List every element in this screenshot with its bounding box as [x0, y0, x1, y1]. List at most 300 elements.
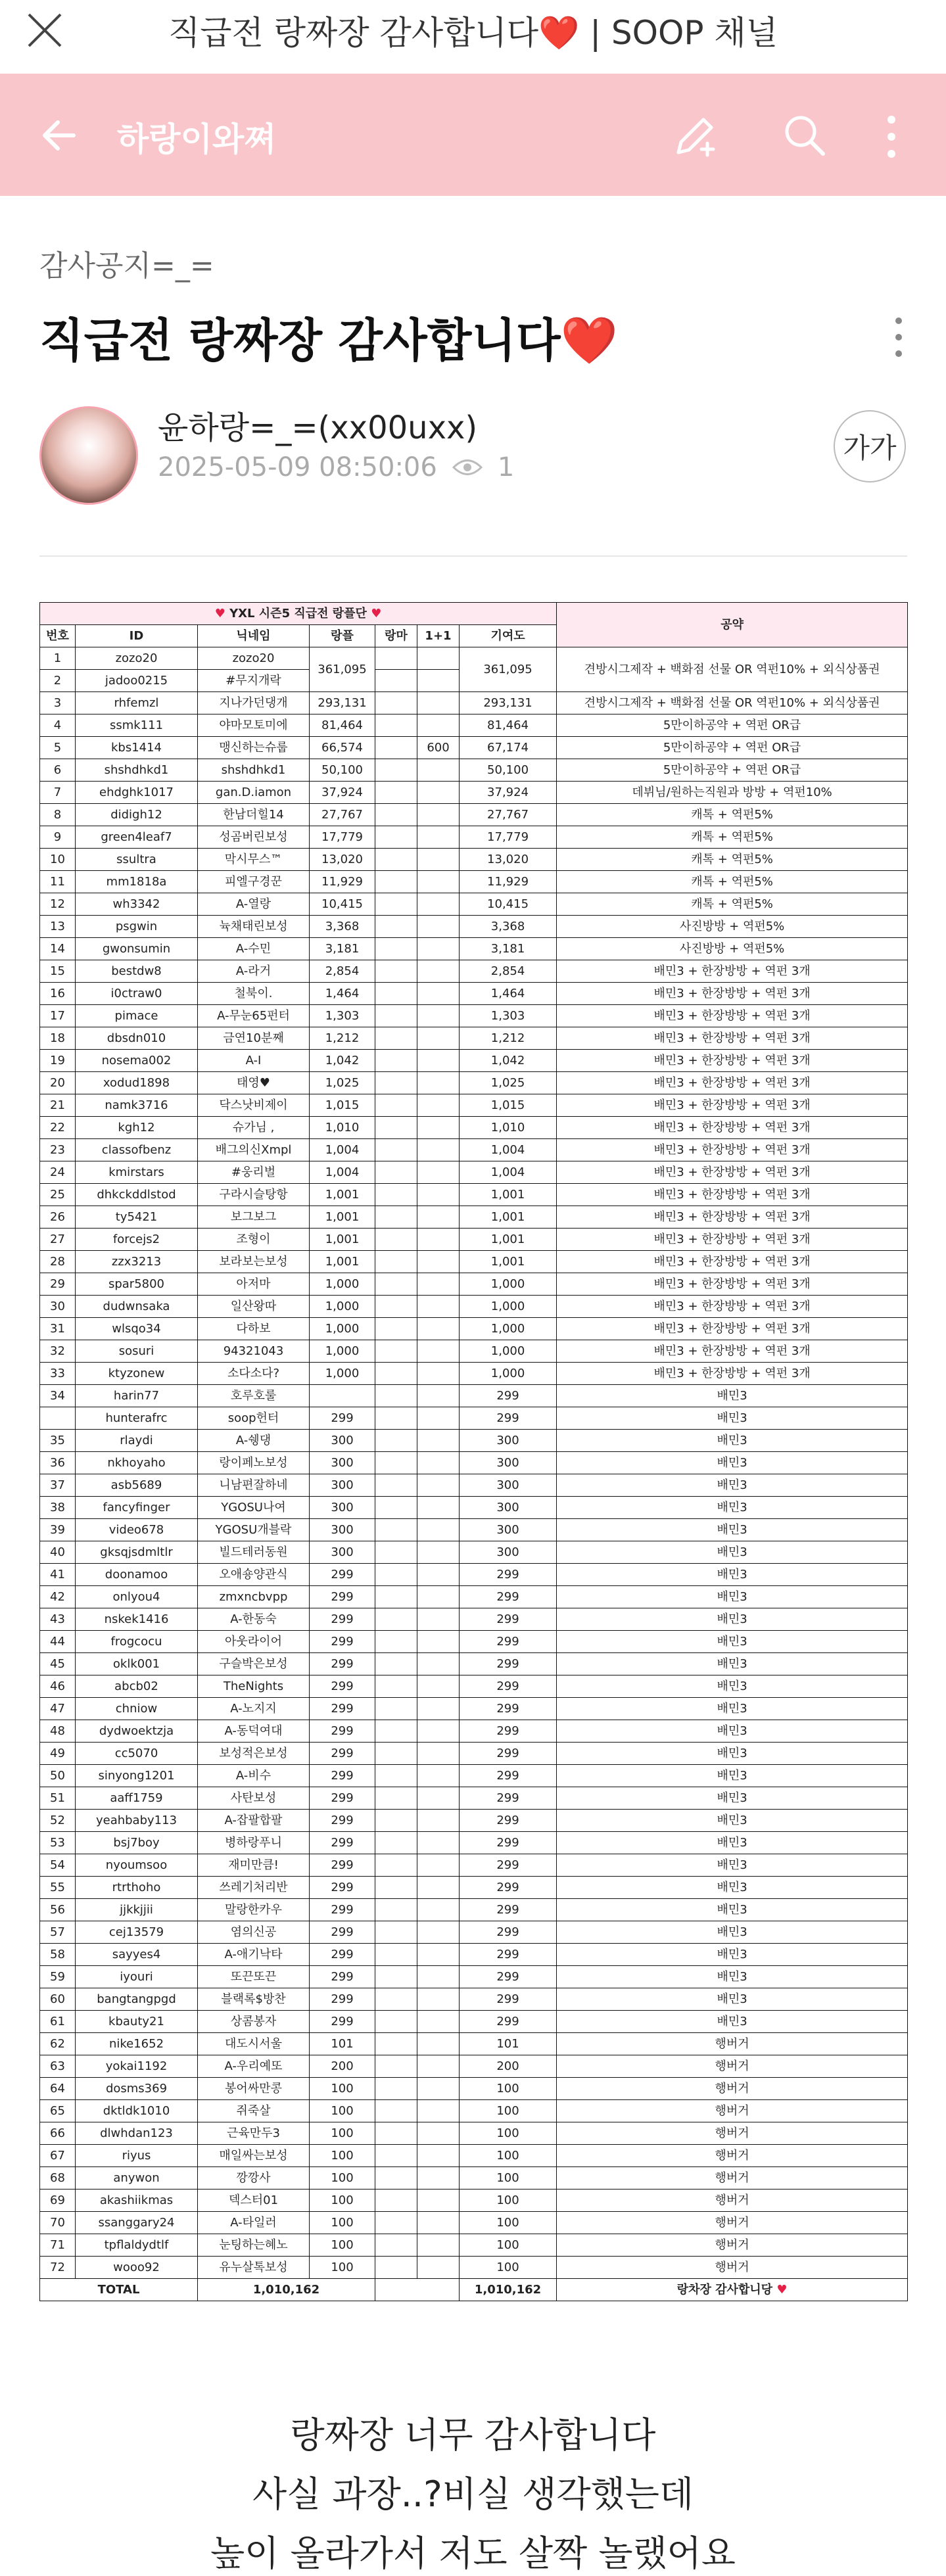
cell-id: nskek1416: [76, 1608, 198, 1631]
cell-rangma: [375, 849, 417, 871]
cell-rangma: [375, 2055, 417, 2078]
table-row: [40, 1675, 908, 1698]
cell-rangple: 1,010: [310, 1117, 375, 1139]
cell-pledge: 배민3: [557, 1407, 908, 1430]
cell-oneplus: [417, 2011, 460, 2033]
cell-nickname: A-노지지: [198, 1698, 310, 1720]
cell-rank: 43: [40, 1608, 76, 1631]
cell-nickname: 구라시슬탕항: [198, 1184, 310, 1206]
search-icon[interactable]: [782, 113, 827, 158]
cell-contrib: 300: [460, 1474, 557, 1497]
cell-id: frogcocu: [76, 1631, 198, 1653]
table-row: [40, 1161, 908, 1184]
cell-contrib: 1,000: [460, 1340, 557, 1363]
cell-oneplus: [417, 1363, 460, 1385]
cell-rank: 28: [40, 1251, 76, 1273]
cell-oneplus: [417, 1810, 460, 1832]
cell-oneplus: [417, 1027, 460, 1050]
cell-nickname: shshdhkd1: [198, 759, 310, 782]
cell-contrib: 100: [460, 2145, 557, 2167]
cell-rank: 3: [40, 692, 76, 714]
cell-rank: 9: [40, 826, 76, 849]
cell-rangma: [375, 1318, 417, 1340]
cell-nickname: 야마모토미에: [198, 714, 310, 737]
cell-pledge: 배민3: [557, 1452, 908, 1474]
cell-id: sayyes4: [76, 1944, 198, 1966]
cell-pledge: 배민3 + 한장방방 + 역펀 3개: [557, 983, 908, 1005]
post-more-icon[interactable]: [889, 314, 909, 360]
cell-id: tpflaldydtlf: [76, 2234, 198, 2257]
cell-rank: 44: [40, 1631, 76, 1653]
cell-rangple: 299: [310, 1966, 375, 1988]
cell-contrib: 100: [460, 2122, 557, 2145]
cell-rank: 72: [40, 2257, 76, 2279]
cell-id: dudwnsaka: [76, 1296, 198, 1318]
cell-nickname: A-무눈65펀터: [198, 1005, 310, 1027]
cell-id: wh3342: [76, 893, 198, 916]
cell-nickname: 봉어싸만콩: [198, 2078, 310, 2100]
cell-rangple: 37,924: [310, 782, 375, 804]
cell-nickname: 다하보: [198, 1318, 310, 1340]
cell-contrib: 100: [460, 2078, 557, 2100]
cell-nickname: 상콤봉자: [198, 2011, 310, 2033]
cell-id: dosms369: [76, 2078, 198, 2100]
cell-pledge: 행버거: [557, 2145, 908, 2167]
cell-rangple: 299: [310, 1899, 375, 1921]
cell-id: kbauty21: [76, 2011, 198, 2033]
table-row: [40, 2055, 908, 2078]
cell-pledge: 배민3: [557, 1474, 908, 1497]
cell-contrib: 13,020: [460, 849, 557, 871]
cell-rank: 19: [40, 1050, 76, 1072]
cell-rangple: 299: [310, 1653, 375, 1675]
cell-pledge: 배민3 + 한장방방 + 역펀 3개: [557, 1340, 908, 1363]
cell-rangple: 1,000: [310, 1296, 375, 1318]
cell-rangma: [375, 759, 417, 782]
cell-rank: 46: [40, 1675, 76, 1698]
cell-nickname: 뉵채태린보성: [198, 916, 310, 938]
cell-rank: 37: [40, 1474, 76, 1497]
cell-oneplus: [417, 1720, 460, 1743]
cell-rank: 62: [40, 2033, 76, 2055]
cell-pledge: 배민3 + 한장방방 + 역펀 3개: [557, 1139, 908, 1161]
cell-oneplus: [417, 714, 460, 737]
cell-id: chniow: [76, 1698, 198, 1720]
cell-rank: 49: [40, 1743, 76, 1765]
cell-rangple: 101: [310, 2033, 375, 2055]
cell-rank: 65: [40, 2100, 76, 2122]
cell-pledge: 사진방방 + 역펀5%: [557, 916, 908, 938]
cell-nickname: 아웃라이어: [198, 1631, 310, 1653]
cell-rangma: [375, 1653, 417, 1675]
cell-rangma: [375, 2100, 417, 2122]
table-row: [40, 737, 908, 759]
more-options-icon[interactable]: [878, 110, 905, 163]
cell-rank: 42: [40, 1586, 76, 1608]
cell-nickname: 재미만큼!: [198, 1854, 310, 1877]
cell-rank: 48: [40, 1720, 76, 1743]
cell-rank: 58: [40, 1944, 76, 1966]
table-row: [40, 1363, 908, 1385]
table-row: [40, 2234, 908, 2257]
cell-nickname: A-비수: [198, 1765, 310, 1787]
table-row: [40, 1430, 908, 1452]
cell-contrib: 1,000: [460, 1273, 557, 1296]
cell-pledge: 배민3: [557, 1877, 908, 1899]
cell-rangple: 1,001: [310, 1229, 375, 1251]
cell-oneplus: [417, 1296, 460, 1318]
cell-contrib: 299: [460, 1608, 557, 1631]
cell-id: bestdw8: [76, 960, 198, 983]
write-post-icon[interactable]: [671, 112, 719, 160]
cell-rangple: 299: [310, 1675, 375, 1698]
cell-rangma: [375, 1251, 417, 1273]
cell-id: psgwin: [76, 916, 198, 938]
cell-contrib: 1,004: [460, 1161, 557, 1184]
cell-nickname: 니남편잘하네: [198, 1474, 310, 1497]
table-title: ♥ YXL 시즌5 직급전 랑플단 ♥: [40, 603, 557, 625]
cell-nickname: 슈가님 ,: [198, 1117, 310, 1139]
cell-rank: 29: [40, 1273, 76, 1296]
cell-nickname: 오애숑양관식: [198, 1564, 310, 1586]
cell-pledge: 배민3 + 한장방방 + 역펀 3개: [557, 1363, 908, 1385]
cell-rangple: 299: [310, 2011, 375, 2033]
cell-pledge: 배민3 + 한장방방 + 역펀 3개: [557, 1027, 908, 1050]
cell-rangple: 100: [310, 2078, 375, 2100]
cell-pledge: 5만이하공약 + 역펀 OR급: [557, 714, 908, 737]
table-row: [40, 1318, 908, 1340]
cell-pledge: 행버거: [557, 2100, 908, 2122]
cell-oneplus: [417, 1899, 460, 1921]
table-row: [40, 1832, 908, 1854]
cell-rank: 54: [40, 1854, 76, 1877]
cell-nickname: 말랑한카우: [198, 1899, 310, 1921]
cell-id: bsj7boy: [76, 1832, 198, 1854]
cell-rangple: 1,464: [310, 983, 375, 1005]
cell-rangple: 299: [310, 1586, 375, 1608]
cell-rangple: 1,015: [310, 1094, 375, 1117]
cell-oneplus: [417, 2145, 460, 2167]
cell-rangple: 299: [310, 1988, 375, 2011]
window-titlebar: [0, 0, 946, 74]
cell-pledge: 배민3 + 한장방방 + 역펀 3개: [557, 1117, 908, 1139]
cell-rangple: 1,001: [310, 1251, 375, 1273]
cell-pledge: 5만이하공약 + 역펀 OR급: [557, 759, 908, 782]
cell-id: nike1652: [76, 2033, 198, 2055]
cell-rangma: [375, 1720, 417, 1743]
cell-pledge: 견방시그제작 + 백화점 선물 OR 역펀10% + 외식상품권: [557, 647, 908, 692]
cell-rangma: [375, 1229, 417, 1251]
cell-contrib: 293,131: [460, 692, 557, 714]
cell-id: iyouri: [76, 1966, 198, 1988]
cell-rank: 71: [40, 2234, 76, 2257]
font-size-button[interactable]: 가가: [834, 410, 906, 482]
cell-oneplus: [417, 2234, 460, 2257]
table-row: [40, 849, 908, 871]
cell-rangma: [375, 1899, 417, 1921]
table-row: [40, 2167, 908, 2190]
cell-pledge: 데뷔님/원하는직원과 방방 + 역펀10%: [557, 782, 908, 804]
cell-rangma: [375, 1765, 417, 1787]
cell-rangple: 300: [310, 1452, 375, 1474]
cell-id: sinyong1201: [76, 1765, 198, 1787]
cell-rank: 32: [40, 1340, 76, 1363]
cell-rank: 20: [40, 1072, 76, 1094]
cell-pledge: 행버거: [557, 2212, 908, 2234]
cell-rank: 17: [40, 1005, 76, 1027]
cell-rangple: 100: [310, 2190, 375, 2212]
cell-rangple: 299: [310, 1743, 375, 1765]
column-header: 기여도: [460, 625, 557, 647]
cell-rangple: 2,854: [310, 960, 375, 983]
cell-contrib: 1,042: [460, 1050, 557, 1072]
cell-rank: 50: [40, 1765, 76, 1787]
cell-contrib: 299: [460, 1743, 557, 1765]
cell-rank: 63: [40, 2055, 76, 2078]
cell-rangma: [375, 1944, 417, 1966]
cell-rangma: [375, 1675, 417, 1698]
cell-id: anywon: [76, 2167, 198, 2190]
table-row: [40, 2145, 908, 2167]
cell-contrib: 1,001: [460, 1206, 557, 1229]
cell-rangple: [310, 1385, 375, 1407]
cell-id: kmirstars: [76, 1161, 198, 1184]
cell-contrib: 1,001: [460, 1251, 557, 1273]
cell-rangple: 17,779: [310, 826, 375, 849]
column-header: 번호: [40, 625, 76, 647]
cell-rangma: [375, 1698, 417, 1720]
cell-rangma: [375, 692, 417, 714]
cell-rangma: [375, 893, 417, 916]
cell-rangple: 299: [310, 1631, 375, 1653]
cell-rank: 39: [40, 1519, 76, 1541]
cell-oneplus: [417, 1921, 460, 1944]
cell-rangma: [375, 2033, 417, 2055]
cell-id: rtrthoho: [76, 1877, 198, 1899]
cell-rank: 70: [40, 2212, 76, 2234]
cell-rangma: [375, 1161, 417, 1184]
table-row: [40, 1072, 908, 1094]
cell-oneplus: [417, 1698, 460, 1720]
cell-nickname: 염의신공: [198, 1921, 310, 1944]
cell-rangple: 1,303: [310, 1005, 375, 1027]
cell-id: yeahbaby113: [76, 1810, 198, 1832]
cell-nickname: 한남더힐14: [198, 804, 310, 826]
cell-contrib: 67,174: [460, 737, 557, 759]
cell-rank: 55: [40, 1877, 76, 1899]
cell-pledge: 배민3: [557, 1631, 908, 1653]
total-label: TOTAL: [40, 2279, 198, 2301]
cell-oneplus: [417, 2122, 460, 2145]
table-row: [40, 1273, 908, 1296]
cell-nickname: 쥐죽살: [198, 2100, 310, 2122]
cell-rangma: [375, 1340, 417, 1363]
cell-rank: 8: [40, 804, 76, 826]
cell-id: wooo92: [76, 2257, 198, 2279]
cell-nickname: 보라보는보성: [198, 1251, 310, 1273]
cell-id: mm1818a: [76, 871, 198, 893]
cell-oneplus: [417, 960, 460, 983]
cell-rangma: [375, 1363, 417, 1385]
cell-rank: 4: [40, 714, 76, 737]
cell-oneplus: [417, 1541, 460, 1564]
table-row: [40, 714, 908, 737]
cell-pledge: 배민3: [557, 2011, 908, 2033]
cell-nickname: 성곰버린보성: [198, 826, 310, 849]
cell-rangma: [375, 647, 417, 670]
cell-rangma: [375, 916, 417, 938]
cell-nickname: A-열랑: [198, 893, 310, 916]
cell-rank: 61: [40, 2011, 76, 2033]
table-row: [40, 1608, 908, 1631]
cell-oneplus: [417, 2033, 460, 2055]
cell-pledge: 5만이하공약 + 역펀 OR급: [557, 737, 908, 759]
cell-id: shshdhkd1: [76, 759, 198, 782]
cell-nickname: 태영♥: [198, 1072, 310, 1094]
cell-oneplus: [417, 826, 460, 849]
cell-nickname: 또끈또끈: [198, 1966, 310, 1988]
avatar[interactable]: [39, 406, 138, 505]
cell-oneplus: [417, 1452, 460, 1474]
cell-id: aaff1759: [76, 1787, 198, 1810]
cell-contrib: 1,015: [460, 1094, 557, 1117]
cell-contrib: 101: [460, 2033, 557, 2055]
cell-contrib: 1,212: [460, 1027, 557, 1050]
table-row: [40, 1229, 908, 1251]
cell-rank: 5: [40, 737, 76, 759]
cell-oneplus: [417, 893, 460, 916]
cell-nickname: 유누살톡보성: [198, 2257, 310, 2279]
cell-contrib: 299: [460, 1698, 557, 1720]
cell-rank: 56: [40, 1899, 76, 1921]
column-header: ID: [76, 625, 198, 647]
cell-pledge: 배민3: [557, 1720, 908, 1743]
post-title: 직급전 랑짜장 감사합니다❤️: [39, 314, 618, 367]
cell-id: doonamoo: [76, 1564, 198, 1586]
cell-oneplus: [417, 1117, 460, 1139]
cell-nickname: 사탄보성: [198, 1787, 310, 1810]
cell-rank: 6: [40, 759, 76, 782]
cell-pledge: 배민3: [557, 1608, 908, 1631]
cell-nickname: A-잡팔합팔: [198, 1810, 310, 1832]
cell-rangma: [375, 871, 417, 893]
cell-id: riyus: [76, 2145, 198, 2167]
cell-nickname: 눈팅하는혜노: [198, 2234, 310, 2257]
table-row: [40, 1854, 908, 1877]
cell-rangple: 3,368: [310, 916, 375, 938]
cell-rangma: [375, 1139, 417, 1161]
cell-pledge: 사진방방 + 역펀5%: [557, 938, 908, 960]
cell-rangma: [375, 1608, 417, 1631]
cell-id: hunterafrc: [76, 1407, 198, 1430]
cell-id: sosuri: [76, 1340, 198, 1363]
cell-nickname: soop헌터: [198, 1407, 310, 1430]
cell-pledge: 배민3: [557, 1385, 908, 1407]
cell-id: kbs1414: [76, 737, 198, 759]
cell-id: zzx3213: [76, 1251, 198, 1273]
cell-contrib: 1,303: [460, 1005, 557, 1027]
cell-contrib: 100: [460, 2190, 557, 2212]
column-header: 랑마: [375, 625, 417, 647]
table-row: [40, 1206, 908, 1229]
cell-oneplus: [417, 1765, 460, 1787]
cell-oneplus: [417, 871, 460, 893]
cell-nickname: A-동덕여대: [198, 1720, 310, 1743]
table-row: [40, 759, 908, 782]
cell-pledge: 행버거: [557, 2234, 908, 2257]
cell-nickname: 철북이.: [198, 983, 310, 1005]
cell-pledge: 배민3 + 한장방방 + 역펀 3개: [557, 1161, 908, 1184]
cell-oneplus: [417, 2212, 460, 2234]
post-category[interactable]: 감사공지=_=: [39, 249, 214, 283]
cell-rangma: [375, 2212, 417, 2234]
cell-id: oklk001: [76, 1653, 198, 1675]
cell-rank: 13: [40, 916, 76, 938]
cell-rangple: 100: [310, 2100, 375, 2122]
cell-id: dhkckddlstod: [76, 1184, 198, 1206]
cell-pledge: 배민3: [557, 1675, 908, 1698]
cell-rangple: 299: [310, 1810, 375, 1832]
table-row: [40, 1541, 908, 1564]
cell-rank: 21: [40, 1094, 76, 1117]
cell-contrib: 300: [460, 1497, 557, 1519]
cell-id: spar5800: [76, 1273, 198, 1296]
cell-contrib: 11,929: [460, 871, 557, 893]
cell-nickname: A-우리예또: [198, 2055, 310, 2078]
table-row: [40, 1698, 908, 1720]
cell-id: nkhoyaho: [76, 1452, 198, 1474]
cell-id: zozo20: [76, 647, 198, 670]
table-row: [40, 983, 908, 1005]
cell-id: harin77: [76, 1385, 198, 1407]
cell-rangma: [375, 1117, 417, 1139]
eye-icon: [452, 457, 483, 477]
cell-nickname: 피엘구경꾼: [198, 871, 310, 893]
table-row: [40, 893, 908, 916]
cell-pledge: 배민3: [557, 1564, 908, 1586]
table-row: [40, 2011, 908, 2033]
cell-rangma: [375, 2078, 417, 2100]
cell-rangple: 100: [310, 2167, 375, 2190]
cell-rangma: [375, 1050, 417, 1072]
cell-oneplus: [417, 670, 460, 692]
cell-nickname: TheNights: [198, 1675, 310, 1698]
table-row: [40, 1877, 908, 1899]
cell-rangple: 299: [310, 1765, 375, 1787]
cell-rangma: [375, 1810, 417, 1832]
cell-oneplus: [417, 692, 460, 714]
cell-rangma: [375, 1497, 417, 1519]
channel-name[interactable]: 하랑이와쪄: [117, 120, 276, 158]
cell-nickname: 호루호룰: [198, 1385, 310, 1407]
cell-rangma: [375, 670, 417, 692]
back-arrow-icon[interactable]: [38, 114, 80, 156]
cell-nickname: 랑이페노보성: [198, 1452, 310, 1474]
cell-rank: 34: [40, 1385, 76, 1407]
cell-rangple: 299: [310, 1944, 375, 1966]
cell-contrib: 100: [460, 2100, 557, 2122]
cell-contrib: 3,368: [460, 916, 557, 938]
table-row: [40, 1519, 908, 1541]
cell-oneplus: [417, 1519, 460, 1541]
cell-rangple: 299: [310, 1921, 375, 1944]
cell-nickname: A-수민: [198, 938, 310, 960]
cell-nickname: 구슬박은보성: [198, 1653, 310, 1675]
cell-rangple: 1,000: [310, 1273, 375, 1296]
cell-rank: 64: [40, 2078, 76, 2100]
author-name[interactable]: 윤하랑=_=(xx00uxx): [158, 410, 478, 446]
cell-rangple: 100: [310, 2212, 375, 2234]
